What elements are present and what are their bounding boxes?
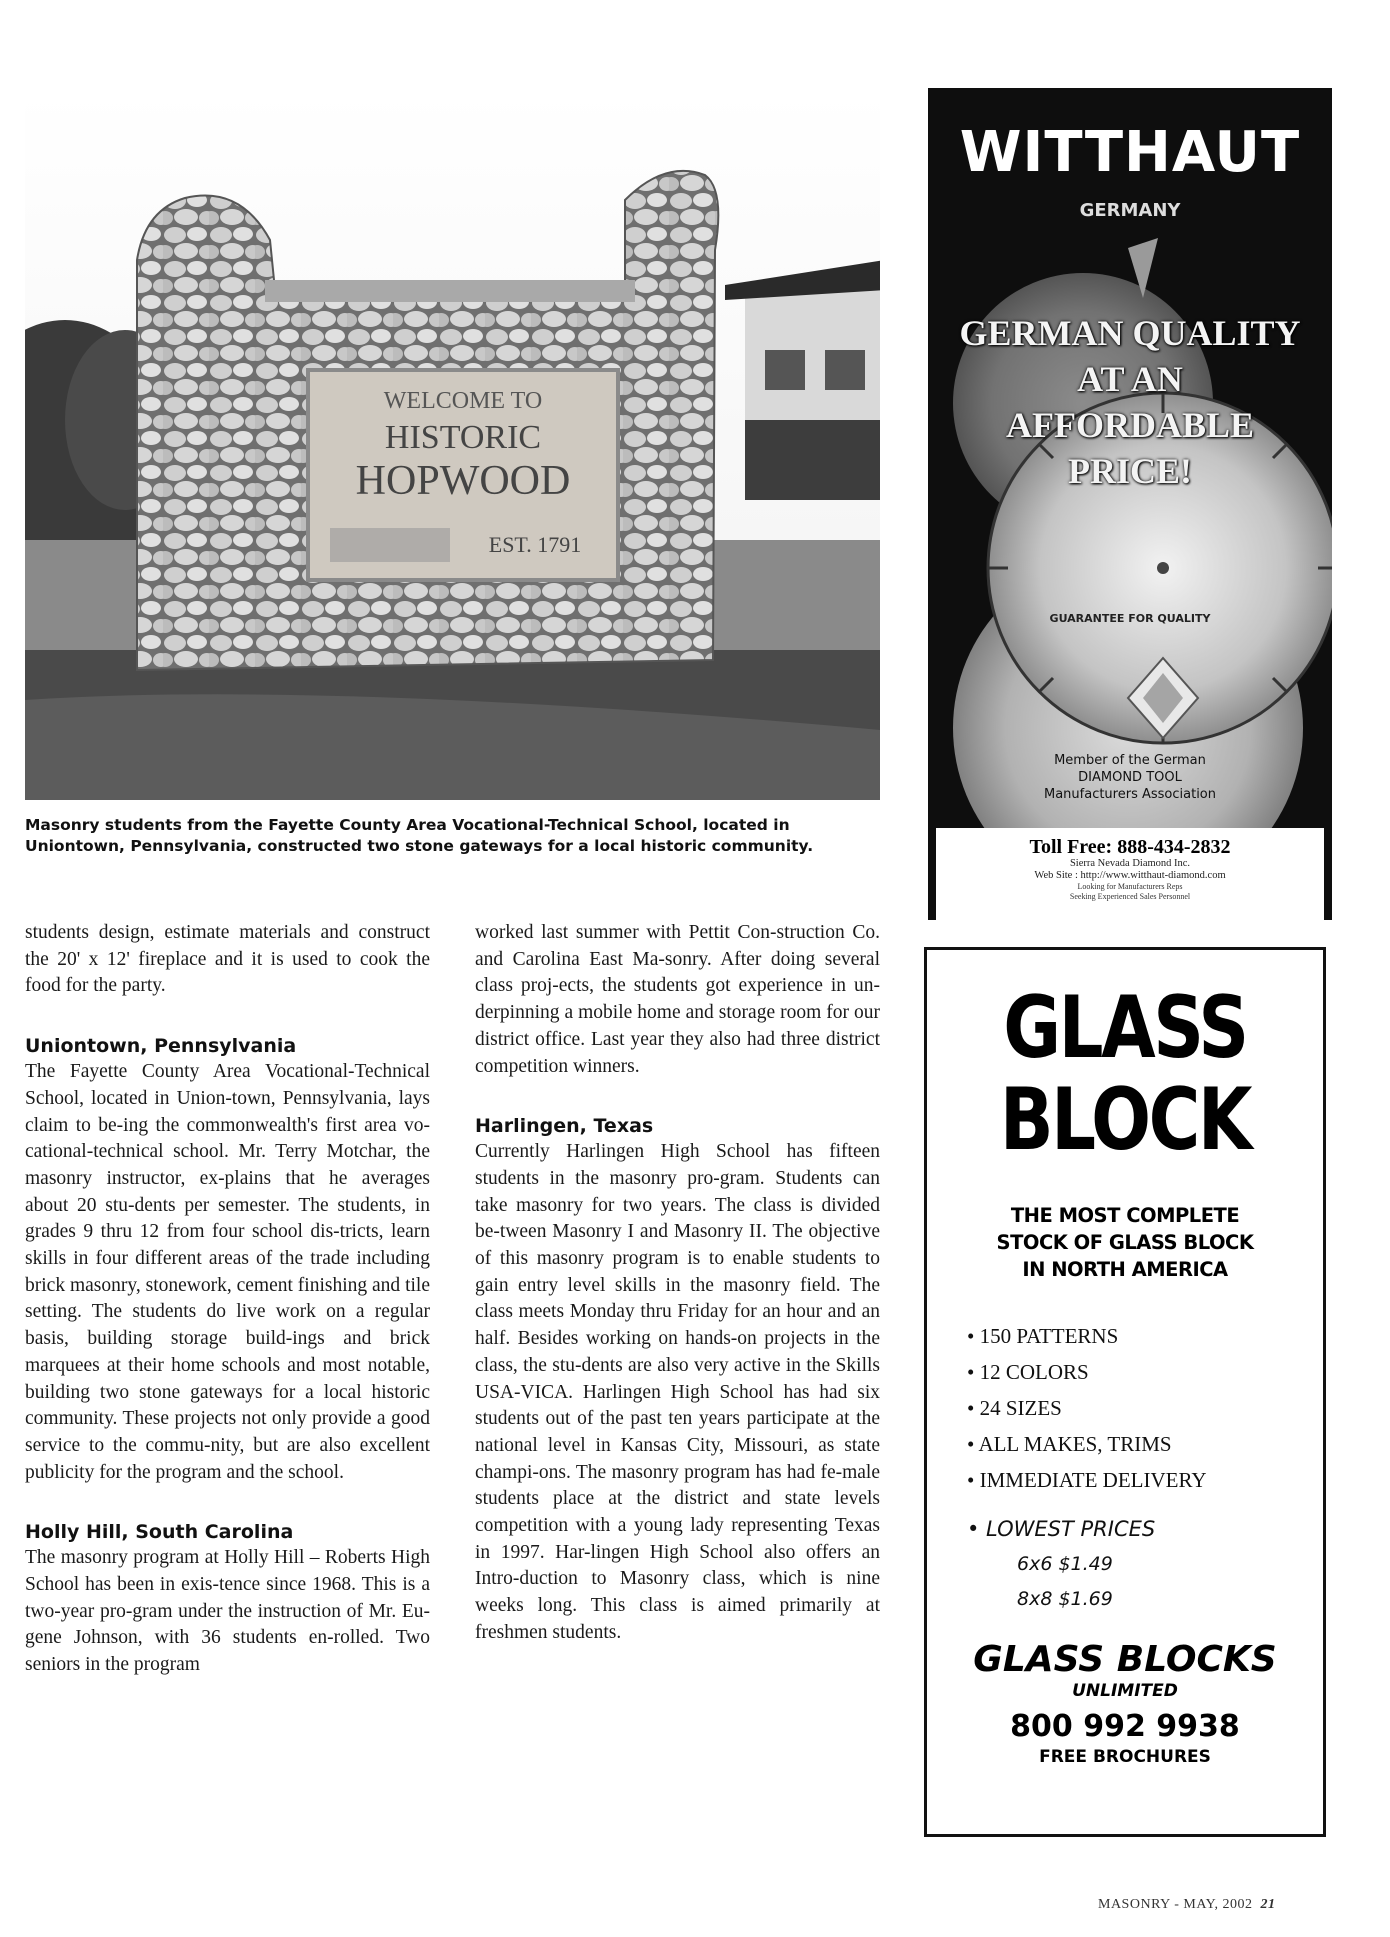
folio-text: MASONRY - MAY, 2002 [1098,1897,1253,1912]
witthaut-country: GERMANY [1079,200,1181,221]
column2-intro: worked last summer with Pettit Con-struction Co. and Carolina East Ma-sonry. After doing several class proj-ects, the students got experience in un-derpinning a mobile home and storage room for our district office. Last year they also had three district competition winners. [475,922,880,1077]
feature-item: • ALL MAKES, TRIMS [967,1432,1172,1456]
website-text: Web Site : http://www.witthaut-diamond.com [1034,870,1226,881]
page-number: 21 [1260,1897,1276,1912]
phone-number: 800 992 9938 [1010,1709,1240,1744]
photo-caption: Masonry students from the Fayette County Area Vocational-Technical School, located in Uniontown, Pennsylvania, constructed two stone gateways for a local historic community. [25,816,814,855]
feature-item: • 150 PATTERNS [967,1324,1119,1348]
sign-est: EST. 1791 [488,532,582,557]
heading-uniontown: Uniontown, Pennsylvania [25,1035,297,1058]
feature-item: • 12 COLORS [967,1360,1089,1384]
company-name: Sierra Nevada Diamond Inc. [1069,858,1191,869]
heading-holly-hill: Holly Hill, South Carolina [25,1521,294,1544]
association-membership: Member of the German DIAMOND TOOL Manufacturers Association [1043,753,1216,802]
blade-guarantee-text: GUARANTEE FOR QUALITY [1049,612,1211,625]
witthaut-logo: WITTHAUT [959,120,1301,185]
sign-line-3: HOPWOOD [355,458,571,504]
uniontown-body: The Fayette County Area Vocational-Technical School, located in Union-town, Pennsylvania, lays claim to be-ing the commonwealth's first area vo-cational-technical school. Mr. Terry Motchar, the masonry instructor, ex-plains that he averages about 20 stu-dents per semester. The students, in grades 9 thru 12 from four school dis-tricts, learn skills in four different areas of the trade including brick masonry, stonework, cement finishing and tile setting. The students do live work on a regular basis, building storage build-ings and brick marquees at their home schools and most notable, building two stone gateways for a local historic community. These projects not only provide a good service to the commu-nity, but are also excellent publicity for the program and the school. [25,1061,430,1483]
witthaut-advertisement [928,88,1332,920]
glass-block-headline: GLASS BLOCK [999,978,1251,1170]
sign-line-2: HISTORIC [384,419,542,456]
feature-item: • 24 SIZES [967,1396,1062,1420]
free-brochures: FREE BROCHURES [1039,1747,1211,1767]
company-subname: UNLIMITED [1072,1681,1178,1701]
column1-intro: students design, estimate materials and construct the 20' x 12' fireplace and it is used to cook the food for the party. [25,922,430,997]
glass-block-advertisement [924,947,1326,1837]
sign-line-1: WELCOME TO [383,388,543,414]
page-folio [1098,1897,1275,1913]
stone-gateway-image [25,90,880,800]
reps-wanted: Looking for Manufacturers Reps [1077,882,1183,891]
toll-free-number: Toll Free: 888-434-2832 [1029,836,1231,858]
article-column-2 [475,920,880,1647]
hopwood-gateway-photo [25,90,880,800]
company-name: GLASS BLOCKS [973,1639,1277,1680]
article-column-1 [25,920,430,1679]
heading-harlingen: Harlingen, Texas [475,1115,654,1138]
holly-hill-body: The masonry program at Holly Hill – Roberts High School has been in exis-tence since 1968. This is a two-year pro-gram under the instruction of Mr. Eu-gene Johnson, with 36 students en-rolled. Two seniors in the program [25,1547,430,1676]
price-6x6: 6x6 $1.49 [1017,1553,1113,1575]
lowest-prices: • LOWEST PRICES 6x6 $1.49 8x8 $1.69 [967,1512,1155,1617]
price-8x8: 8x8 $1.69 [1017,1588,1113,1610]
feature-item: • IMMEDIATE DELIVERY [967,1468,1207,1492]
glass-block-subhead: THE MOST COMPLETE STOCK OF GLASS BLOCK IN NORTH AMERICA [996,1204,1254,1281]
harlingen-body: Currently Harlingen High School has fifteen students in the masonry pro-gram. Students can take masonry for two years. The class is divided be-tween Masonry I and Masonry II. The objective of this masonry program is to enable students to gain entry level skills in the masonry field. The class meets Monday thru Friday for an hour and an half. Besides working on hands-on projects in the class, the stu-dents are also very active in the Skills USA-VICA. Harlingen High School has had six students out of the past ten years participate at the national level in Kansas City, Missouri, as state champi-ons. The masonry program has had fe-male students place at the district and state levels competition with a young lady representing Texas in 1997. Har-lingen High School also offers an Intro-duction to Masonry class, which is nine weeks long. This class is aimed primarily at freshmen students. [475,1141,880,1643]
glass-block-contact [927,1640,1323,1768]
feature-list [967,1318,1207,1498]
witthaut-slogan: GERMAN QUALITY AT AN AFFORDABLE PRICE! [959,313,1301,491]
sales-wanted: Seeking Experienced Sales Personnel [1069,892,1191,901]
witthaut-contact-panel [936,828,1324,920]
